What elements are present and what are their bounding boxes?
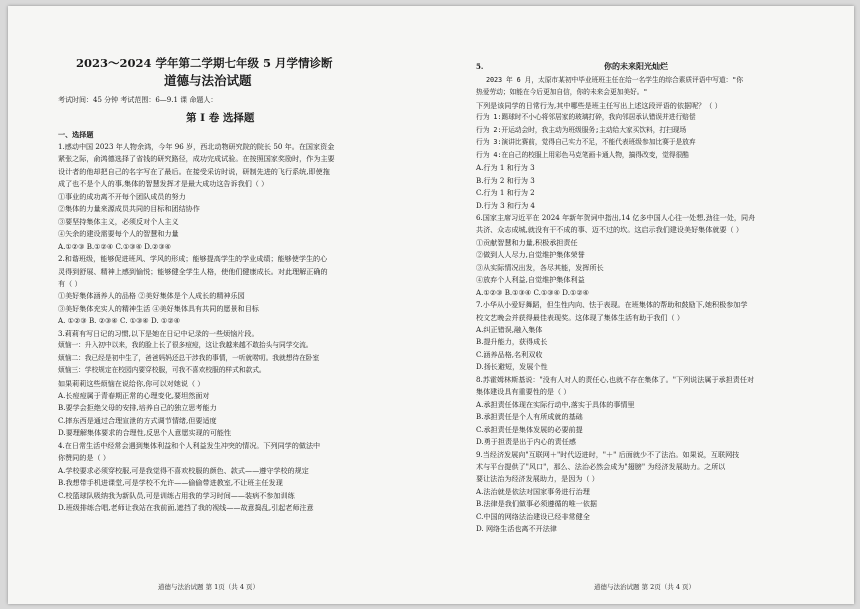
question-5-number: 5.: [476, 62, 484, 71]
text-line: A.法治就是依法对国家事务进行治理: [476, 486, 590, 496]
text-line: 8.苏霍姆林斯基说："没有人对人的责任心,也就不存在集体了。"下列说法属于承担责任对: [476, 374, 755, 384]
text-line: 设计者的他却把自己的名字写在了最后。在接受采访时说，研制先进的飞行系统,即使拖: [58, 166, 330, 176]
text-line: ③美好集体充实人的精神生活 ④美好集体具有共同的愿景和目标: [58, 303, 259, 313]
text-line: C.中国的网络法治建设已经非常健全: [476, 511, 590, 521]
text-line: ③从实际情况出发，各尽其能，发挥所长: [476, 262, 604, 272]
text-line: 4.在日常生活中经常会遇到集体利益和个人利益发生冲突的情况。下列同学的做法中: [58, 440, 321, 450]
text-line: 烦恼一：升入初中以来，我的脸上长了很多痘痘，这让我越来越不敢抬头与同学交流。: [58, 341, 313, 350]
text-line: B.行为 2 和行为 3: [476, 175, 535, 185]
exam-subject-title: 道德与法治试题: [164, 73, 252, 88]
text-line: 2023 年 6 月，太原市某初中毕业班班主任在给一名学生的综合素质评语中写道："你: [486, 76, 743, 84]
text-line: 如果莉莉这些烦恼在说给你,你可以对她说（ ）: [58, 378, 205, 388]
text-line: 校文艺晚会并获得最佳表现奖。这体现了集体生活有助于我们（ ）: [476, 312, 684, 322]
text-line: 行为 1:踢球时不小心将邻居家的玻璃打碎，我向邻居承认错误并进行赔偿: [476, 113, 696, 122]
text-line: B.要学会拒绝父母的安排,培养自己的独立思考能力: [58, 403, 217, 413]
text-line: ④放弃个人利益,自觉维护集体利益: [476, 275, 585, 285]
left-page: [58, 6, 396, 604]
text-line: ①美好集体涵养人的品格 ②美好集体是个人成长的精神乐园: [58, 291, 245, 301]
text-line: 要让法治为经济发展助力，是因为（ ）: [476, 474, 599, 484]
text-line: 下列是该同学的日常行为,其中哪些是班主任写出上述这段评语的依据呢？（ ）: [476, 100, 722, 110]
text-line: 有（ ）: [58, 278, 82, 288]
exam-sheet: [8, 6, 854, 604]
text-line: D.行为 3 和行为 4: [476, 200, 535, 210]
page-footer-1: 道德与法治试题 第 1页（共 4 页）: [158, 583, 260, 591]
page-footer-2: 道德与法治试题 第 2页（共 4 页）: [594, 583, 696, 591]
text-line: 行为 2:开运动会时，我主动为班级服务;主动给大家买饮料，打扫现场: [476, 125, 687, 134]
text-line: ②做到人人尽力,自觉维护集体荣誉: [476, 250, 585, 260]
exam-info: 考试时间：45 分钟 考试范围：6—9.1 课 命题人：: [58, 96, 218, 104]
text-line: A.①②③ B.①③④ C.①③④ D.①②④: [476, 287, 590, 297]
text-line: C.涵养品格,名利双收: [476, 349, 543, 359]
part-one-heading: 第 I 卷 选择题: [186, 112, 255, 124]
exam-title: 2023～2024 学年第二学期七年级 5 月学情诊断: [76, 56, 333, 70]
text-line: A.学校要求必须穿校服,可是我觉得不喜欢校服的颜色、款式——遵守学校的规定: [58, 465, 309, 475]
text-line: 行为 3:演讲比赛前，觉得自己实力不足，不能代表班级参加比赛于是放弃: [476, 138, 696, 147]
text-line: ④矢余的建设需要每个人的智慧和力量: [58, 229, 179, 239]
text-line: 3.莉莉有写日记的习惯,以下是她在日记中记录的一些烦恼片段。: [58, 328, 259, 338]
text-line: A.纠正错误,融入集体: [476, 325, 543, 334]
text-line: A. ①②③ B. ②③④ C. ①③④ D. ①②④: [58, 316, 181, 326]
text-line: 行为 4:在自己的校服上用彩色马克笔画卡通人物，搞得改变，觉得很酷: [476, 150, 689, 159]
text-line: C.校篮球队吸纳我为新队员,可是训练占用我的学习时间——装病不参加训练: [58, 490, 295, 500]
text-line: 共济、众志成城,就没有干不成的事、迈不过的坎。这启示我们建设美好集体就要（ ）: [476, 225, 743, 235]
text-line: 成了也不是个人的事,集体的智慧发挥才是最大成功这告诉我们（ ）: [58, 179, 269, 189]
text-line: D.要理解集体要求的合理性,反思个人意愿实现的可能性: [58, 428, 232, 438]
text-line: A.承担责任体现在实际行动中,落实于具体的事情里: [476, 399, 635, 409]
text-line: 9.当经济发展向"互联网＋"时代迈进时，"＋" 后面就少不了法治。如果说，互联网技: [476, 449, 740, 459]
text-line: B.法律是我们做事必须遵循的唯一依据: [476, 499, 597, 509]
text-line: A.长痘痘属于青春期正常的心理变化,要坦然面对: [58, 391, 210, 400]
text-line: C.摔东西是通过合理宣泄的方式调节情绪,但要适度: [58, 415, 217, 425]
text-line: B.承担责任是个人有所成就的基础: [476, 412, 583, 422]
text-line: 灵得到舒展、精神上感到愉悦；能够健全学生人格，使他们健康成长。对此理解正确的: [58, 266, 328, 276]
right-page: [476, 6, 818, 604]
text-line: 7.小华从小爱好舞蹈，但生性内向、怯于表现。在班集体的帮助和鼓励下,她积极参加学: [476, 300, 748, 310]
text-line: 集体建设具有重要性的是（ ）: [476, 387, 571, 397]
text-line: 热爱劳动；如能在今后更加自信，你的未来会更加美好。": [476, 88, 648, 97]
text-line: A.行为 1 和行为 3: [476, 163, 535, 173]
text-line: 紧张之际，俞鸿德选择了省钱的研究路径，成功完成试验。在按照国家奖励时，作为主要: [58, 154, 335, 164]
text-line: ①贡献智慧和力量,积极承担责任: [476, 237, 578, 247]
text-line: C.承担责任是集体发展的必要前提: [476, 424, 583, 434]
text-line: 2.和谐班级，能够促进班风、学风的形成；能够提高学生的学业成绩；能够使学生的心: [58, 254, 328, 264]
text-line: 烦恼二：我已经是初中生了，爸爸妈妈还总干涉我的事情，一听就唠叨。我就想待在卧室: [58, 353, 320, 362]
text-line: 你赞同的是（ ）: [58, 453, 110, 463]
text-line: 术与平台提供了"风口"，那么、法治必然会成为"翅膀" 为经济发展助力。之所以: [476, 461, 726, 471]
text-line: 1.感动中国 2023 年人物余鸿，今年 96 岁，西北动物研究院的院长 50 年。在国家资金: [58, 142, 335, 151]
question-5-title: 你的未来阳光灿烂: [604, 61, 668, 71]
text-line: B.提升能力，获得成长: [476, 337, 548, 347]
text-line: ①事业的成功离不开每个团队成员的努力: [58, 191, 186, 201]
text-line: A.①②③ B.①②④ C.①③④ D.②③④: [58, 241, 172, 251]
text-line: ②集体的力量来源成员共同的目标和团结协作: [58, 204, 200, 214]
text-line: D.勇于担责是出于内心的责任感: [476, 437, 576, 447]
text-line: 6.国家主席习近平在 2024 年新年贺词中指出,14 亿多中国人心往一处想,劲往一处，同舟: [476, 212, 756, 222]
section-heading: 一、选择题: [58, 130, 94, 139]
text-line: C.行为 1 和行为 2: [476, 188, 535, 198]
text-line: D. 网络生活也离不开法律: [476, 524, 557, 534]
text-line: 烦恼三：学校规定在校园内要穿校服，可我不喜欢校服的样式和款式。: [58, 366, 266, 375]
text-line: D.班级排练合唱,老师让我站在我前面,遮挡了我的视线——故意捣乱,引起老师注意: [58, 503, 314, 513]
text-line: D.扬长避短，发展个性: [476, 362, 548, 372]
text-line: B.我想带手机进课堂,可是学校不允许——偷偷带进教室,不让班主任发现: [58, 478, 283, 488]
text-line: ③要坚持集体主义，必须反对个人主义: [58, 216, 179, 226]
